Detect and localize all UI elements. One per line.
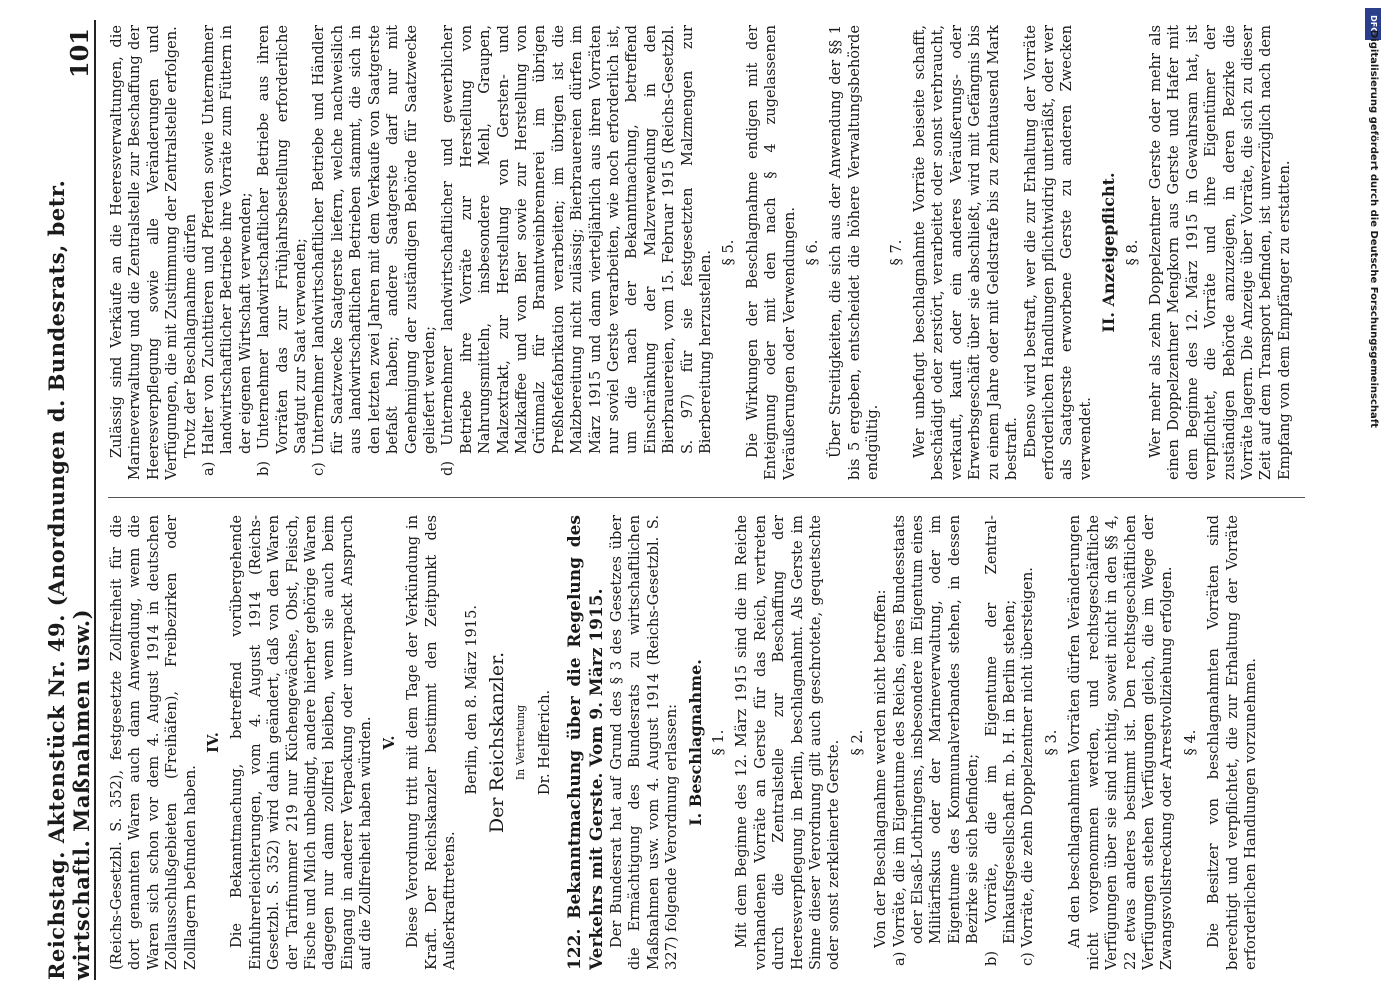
part-heading-i: I. Beschlagnahme. [685, 659, 705, 826]
digitization-note-text: Digitalisierung gefördert durch die Deutsche Forschungsgemeinschaft [1368, 30, 1379, 428]
document-page [44, 0, 1335, 1000]
paragraph: Über Streitigkeiten, die sich aus der Anwendung der §§ 1 bis 5 ergeben, entscheidet die höhere Verwaltungsbehörde endgültig. [827, 25, 882, 480]
paragraph: Ebenso wird bestraft, wer die zur Erhaltung der Vorräte erforderlichen Handlungen pflichtwidrig unterläßt, oder wer als Saatgerste erworbene Gerste zu anderen Zwecken verwendet. [1021, 25, 1094, 480]
list-item: b) Unternehmer landwirtschaftlicher Betriebe aus ihren Vorräten das zur Frühjahrsbestellung erforderliche Saatgut zur Saat verwenden; [255, 25, 310, 476]
exemption-list [891, 515, 1038, 970]
paragraph-sign-6: § 6. [804, 239, 822, 266]
list-item: a) Vorräte, die im Eigentume des Reichs, eines Bundesstaats oder Elsaß-Lothringens, insbesondere im Eigentum eines Militärfiskus oder der Marineverwaltung, oder im Eigentume des Kommunalverbandes stehen, in dessen Bezirke sie sich befinden; [890, 515, 982, 966]
dfg-logo: DFG [1365, 8, 1381, 40]
paragraph: Mit dem Beginne des 12. März 1915 sind die im Reiche vorhandenen Vorräte an Gerste für das Reich, vertreten durch die Zentralstelle zur Beschaffung der Heeresverpflegung in Berlin, beschlagnahmt. Als Gerste im Sinne dieser Verordnung gilt auch geschrotete, gequetschte oder sonst zerkleinerte Gerste. [733, 515, 843, 970]
section-heading-v: V. [380, 735, 398, 750]
signer-name: Dr. Helfferich. [535, 689, 553, 796]
left-column [108, 515, 1325, 970]
paragraph: Die Wirkungen der Beschlagnahme endigen mit der Enteignung oder mit den nach § 4 zugelassenen Veräußerungen oder Verwendungen. [743, 25, 798, 480]
page-number: 101 [65, 28, 94, 79]
right-column [108, 25, 1325, 480]
column-divider [108, 497, 1305, 498]
signer-title: Der Reichskanzler. [485, 651, 508, 834]
permission-list [200, 25, 715, 480]
paragraph: (Reichs-Gesetzbl. S. 352), festgesetzte Zollfreiheit für die dort genannten Waren auch dann Anwendung, wenn die Waren sich schon vor dem 4. August 1914 in deutschen Zollausschlußgebieten (Freihäfen), Freibezirken oder Zolllagern befunden haben. [108, 515, 199, 970]
paragraph-sign-3: § 3. [1042, 729, 1060, 756]
list-item: c) Vorräte, die zehn Doppelzentner nicht übersteigen. [1019, 567, 1037, 966]
paragraph: Die Besitzer von beschlagnahmten Vorräten sind berechtigt und verpflichtet, die zur Erhaltung der Vorräte erforderlichen Handlungen vorzunehmen. [1205, 515, 1259, 970]
paragraph: Wer mehr als zehn Doppelzentner Gerste oder mehr als einen Doppelzentner Mengkorn aus Gerste und Hafer mit dem Beginne des 12. März 1915 in Gewahrsam hat, ist verpflichtet, die Vorräte und ihre Eigentümer der zuständigen Behörde anzuzeigen, in deren Bezirke die Vorräte lagern. Die Anzeige über Vorräte, die sich zu dieser Zeit auf dem Transport befinden, ist unverzüglich nach dem Empfang von dem Empfänger zu erstatten. [1146, 25, 1293, 480]
list-item: b) Vorräte, die im Eigentume der Zentral-Einkaufsgesellschaft m. b. H. in Berlin stehen; [982, 515, 1019, 966]
running-head-title: Reichstag. Aktenstück Nr. 49. (Anordnungen d. Bundesrats, betr. wirtschaftl. Maßnahmen usw.) [44, 179, 94, 980]
paragraph: Diese Verordnung tritt mit dem Tage der Verkündung in Kraft. Der Reichskanzler bestimmt den Zeitpunkt des Außerkrafttretens. [404, 515, 458, 970]
paragraph: Trotz der Beschlagnahme dürfen [181, 213, 199, 458]
paragraph: Von der Beschlagnahme werden nicht betroffen: [872, 589, 890, 948]
paragraph: Die Bekanntmachung, betreffend vorübergehende Einfuhrerleichterungen, vom 4. August 1914 (Reichs-Gesetzbl. S. 352) wird dahin geändert, daß von den Waren der Tarifnummer 219 nur Küchengewächse, Obst, Fleisch, Fische und Milch unbedingt, andere hierher gehörige Waren dagegen nur dann zollfrei bleiben, wenn sie auch beim Eingang in anderer Verpackung oder unverpackt Anspruch auf die Zollfreiheit haben würden. [228, 515, 375, 970]
part-heading-ii: II. Anzeigepflicht. [1099, 172, 1119, 333]
paragraph-sign-2: § 2. [848, 729, 866, 756]
paragraph: An den beschlagnahmten Vorräten dürfen Veränderungen nicht vorgenommen werden, und rechtsgeschäftliche Verfügungen über sie sind nichtig, soweit nicht in den §§ 4, 22 etwas anderes bestimmt ist. Den rechtsgeschäftlichen Verfügungen stehen Verfügungen gleich, die im Wege der Zwangsvollstreckung oder Arrestvollziehung erfolgen. [1066, 515, 1176, 970]
paragraph-sign-5: § 5. [720, 239, 738, 266]
paragraph-sign-8: § 8. [1123, 239, 1141, 266]
digitization-note [1365, 30, 1380, 970]
paragraph-sign-4: § 4. [1181, 729, 1199, 756]
paragraph-sign-1: § 1. [709, 729, 727, 756]
paragraph-sign-7: § 7. [887, 239, 905, 266]
paragraph: Der Bundesrat hat auf Grund des § 3 des Gesetzes über die Ermächtigung des Bundesrats zu wirtschaftlichen Maßnahmen usw. vom 4. August 1914 (Reichs-Gesetzbl. S. 327) folgende Verordnung erlassen: [607, 515, 681, 970]
in-vertretung: In Vertretung [514, 704, 528, 781]
running-head [44, 20, 96, 980]
list-item: c) Unternehmer landwirtschaftlicher Betriebe und Händler für Saatzwecke Saatgerste liefern, welche nachweislich aus landwirtschaftlichen Betrieben stammt, die sich in den letzten zwei Jahren mit dem Verkaufe von Saatgerste befaßt haben; andere Saatgerste darf nur mit Genehmigung der zuständigen Behörde für Saatzwecke geliefert werden; [310, 25, 438, 476]
list-item: d) Unternehmer landwirtschaftlicher und gewerblicher Betriebe ihre Vorräte zur Herstellung von Nahrungsmitteln, insbesondere Mehl, Graupen, Malzextrakt, zur Herstellung von Gersten- und Malzkaffee und von Bier sowie zur Herstellung von Grünmalz für Branntweinbrennerei im übrigen Preßhefefabrikation verarbeiten; im übrigen ist die Malzbereitung nicht zulässig; Bierbrauereien dürfen im März 1915 und dann vierteljährlich aus ihren Vorräten nur soviel Gerste verarbeiten, wie noch erforderlich ist, um die nach der Bekanntmachung, betreffend Einschränkung der Malzverwendung in den Bierbrauereien, vom 15. Februar 1915 (Reichs-Gesetzbl. S. 97) für sie festgesetzten Malzmengen zur Bierbereitung herzustellen. [439, 25, 714, 476]
paragraph: Wer unbefugt beschlagnahmte Vorräte beiseite schafft, beschädigt oder zerstört, verarbeitet oder sonst verbraucht, verkauft, kauft oder ein anderes Veräußerungs- oder Erwerbsgeschäft über sie abschließt, wird mit Gefängnis bis zu einem Jahre oder mit Geldstrafe bis zu zehntausend Mark bestraft. [911, 25, 1021, 480]
list-item: a) Halter von Zuchttieren und Pferden sowie Unternehmer landwirtschaftlicher Betriebe ihre Vorräte zum Füttern in der eigenen Wirtschaft verwenden; [200, 25, 254, 476]
section-heading-iv: IV. [205, 732, 223, 753]
paragraph: Zulässig sind Verkäufe an die Heeresverwaltungen, die Marineverwaltung und die Zentralstelle zur Beschaffung der Heeresverpflegung sowie alle Veränderungen und Verfügungen, die mit Zustimmung der Zentralstelle erfolgen. [108, 25, 181, 480]
article-heading: 122. Bekanntmachung über die Regelung des Verkehrs mit Gerste. Vom 9. März 1915. [564, 515, 607, 970]
date-line: Berlin, den 8. März 1915. [463, 605, 481, 795]
